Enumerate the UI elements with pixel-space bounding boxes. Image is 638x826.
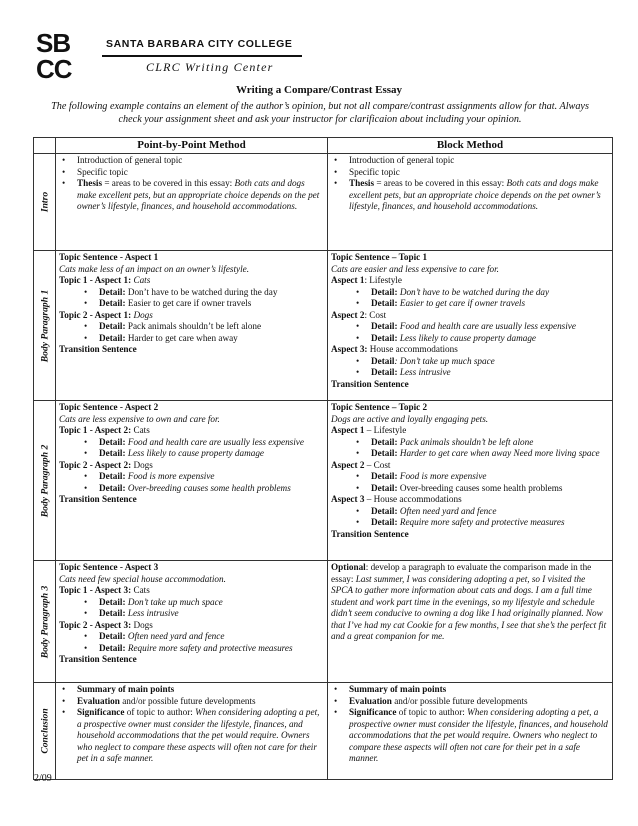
topic-sentence: Topic Sentence – Topic 1: [331, 252, 428, 262]
list-item: • Summary of main points: [331, 684, 609, 696]
detail-item: • Detail: Often need yard and fence: [59, 631, 324, 643]
column-point-by-point: Point-by-Point Method: [56, 138, 328, 154]
row-body-1: [34, 251, 613, 401]
list-item: • Significance of topic to author: When considering adopting a pet, a prospective owner must consider the lifestyle, finances, and household accommodations that the pet would require. Owners who neglect to compare these aspects will often not care for their pet in a safe manner.: [59, 707, 324, 765]
body1-block-cell: [328, 251, 613, 401]
list-item: • Introduction of general topic: [59, 155, 324, 167]
optional-paragraph: Optional: develop a paragraph to evaluate the comparison made in the essay: Last summer, I was considering adopting a pet, so I visited the SPCA to gather more information about cats and dogs. I am a full time student and work part time in the evenings, so my lifestyle and schedule didn’t seem conducive to owning a dog like I had originally planned. Now that I’ve had my cat Cookie for a few months, I see that she’s the perfect fit and a great companion for me.: [331, 562, 607, 641]
detail-item: • Detail: Food and health care are usually less expensive: [331, 321, 609, 333]
topic-line: Topic 1 - Aspect 3: Cats: [59, 585, 150, 595]
detail-item: • Detail: Require more safety and protective measures: [59, 643, 324, 655]
detail-item: • Detail: Don’t take up much space: [59, 597, 324, 609]
transition-sentence: Transition Sentence: [59, 344, 137, 354]
document-title: Writing a Compare/Contrast Essay: [235, 84, 403, 96]
row-label: Body Paragraph 1: [34, 251, 56, 401]
transition-sentence: Transition Sentence: [59, 654, 137, 664]
detail-item: • Detail: Don’t take up much space: [331, 356, 609, 368]
transition-sentence: Transition Sentence: [59, 494, 137, 504]
body2-block-cell: [328, 401, 613, 561]
detail-item: • Detail: Food and health care are usually less expensive: [59, 437, 324, 449]
body3-block-cell: [328, 561, 613, 683]
row-label: Body Paragraph 3: [34, 561, 56, 683]
detail-item: • Detail: Pack animals shouldn’t be left alone: [59, 321, 324, 333]
topic-sentence-text: Cats are easier and less expensive to care for.: [331, 263, 499, 274]
college-name: SANTA BARBARA CITY COLLEGE: [106, 38, 293, 50]
row-body-2: [34, 401, 613, 561]
list-item: • Thesis = areas to be covered in this essay: Both cats and dogs make excellent pets, but an appropriate choice depends on the pet owner’s lifestyle, finances, and household accommodations.: [59, 178, 324, 213]
writing-center-name: CLRC Writing Center: [146, 60, 274, 74]
corner-cell: [34, 138, 56, 154]
topic-line: Topic 2 - Aspect 2: Dogs: [59, 459, 153, 470]
detail-item: • Detail: Don’t have to be watched during the day: [59, 287, 324, 299]
intro-note: The following example contains an element of the author’s opinion, but not all compare/contrast assignments allow for that. Always check your assignment sheet and ask your instructor for clarificaion about including your opinion.: [51, 101, 589, 125]
topic-sentence-text: Cats need few special house accommodation.: [59, 573, 226, 584]
transition-sentence: Transition Sentence: [331, 528, 409, 539]
topic-line: Topic 2 - Aspect 1: Dogs: [59, 309, 153, 320]
aspect-line: Aspect 2 – Cost: [331, 459, 391, 470]
svg-text:SB: SB: [36, 30, 71, 58]
list-item: • Significance of topic to author: When considering adopting a pet, a prospective owner must consider the lifestyle, finances, and household accommodations that the pet would require. Owners who neglect to compare these aspects will often not care for their pet in a safe manner.: [331, 707, 609, 765]
page-header: [36, 30, 616, 82]
row-label: Body Paragraph 2: [34, 401, 56, 561]
detail-item: • Detail: Easier to get care if owner travels: [331, 298, 609, 310]
detail-item: • Detail: Less intrusive: [331, 367, 609, 379]
detail-item: • Detail: Less likely to cause property damage: [331, 333, 609, 345]
topic-sentence-text: Cats are less expensive to own and care for.: [59, 413, 220, 424]
detail-item: • Detail: Often need yard and fence: [331, 506, 609, 518]
body3-point-cell: [56, 561, 328, 683]
row-intro: [34, 154, 613, 251]
detail-item: • Detail: Pack animals shouldn’t be left alone: [331, 437, 609, 449]
body1-point-cell: [56, 251, 328, 401]
detail-item: • Detail: Less intrusive: [59, 608, 324, 620]
aspect-line: Aspect 2: Cost: [331, 309, 387, 320]
list-item: • Evaluation and/or possible future developments: [331, 696, 609, 708]
topic-sentence: Topic Sentence - Aspect 3: [59, 562, 159, 572]
column-block: Block Method: [328, 138, 613, 154]
row-conclusion: [34, 683, 613, 780]
list-item: • Specific topic: [331, 167, 609, 179]
aspect-line: Aspect 1 – Lifestyle: [331, 425, 407, 435]
topic-sentence: Topic Sentence - Aspect 2: [59, 402, 159, 412]
row-label: Conclusion: [34, 683, 56, 780]
detail-item: • Detail: Harder to get care when away: [59, 333, 324, 345]
transition-sentence: Transition Sentence: [331, 378, 409, 389]
list-item: • Specific topic: [59, 167, 324, 179]
conclusion-block-cell: [328, 683, 613, 780]
list-item: • Summary of main points: [59, 684, 324, 696]
intro-block-cell: [328, 154, 613, 251]
row-label: Intro: [34, 154, 56, 251]
aspect-line: Aspect 3: House accommodations: [331, 344, 458, 354]
row-body-3: [34, 561, 613, 683]
list-item: • Thesis = areas to be covered in this essay: Both cats and dogs make excellent pets, but an appropriate choice depends on the pet owner’s lifestyle, finances, and household accommodations.: [331, 178, 609, 213]
footer-date: 2/09: [34, 773, 52, 784]
body2-point-cell: [56, 401, 328, 561]
sbcc-logo: [36, 30, 94, 80]
conclusion-point-cell: [56, 683, 328, 780]
detail-item: • Detail: Food is more expensive: [59, 471, 324, 483]
detail-item: • Detail: Easier to get care if owner travels: [59, 298, 324, 310]
topic-sentence-text: Cats make less of an impact on an owner’s lifestyle.: [59, 263, 250, 274]
detail-item: • Detail: Over-breeding causes some health problems: [331, 483, 609, 495]
topic-sentence-text: Dogs are active and loyally engaging pets.: [331, 413, 489, 424]
aspect-line: Aspect 3 – House accommodations: [331, 494, 462, 504]
list-item: • Evaluation and/or possible future developments: [59, 696, 324, 708]
detail-item: • Detail: Require more safety and protective measures: [331, 517, 609, 529]
detail-item: • Detail: Harder to get care when away Need more living space: [331, 448, 609, 460]
topic-line: Topic 2 - Aspect 3: Dogs: [59, 619, 153, 630]
aspect-line: Aspect 1: Lifestyle: [331, 275, 402, 285]
detail-item: • Detail: Food is more expensive: [331, 471, 609, 483]
detail-item: • Detail: Over-breeding causes some health problems: [59, 483, 324, 495]
topic-line: Topic 1 - Aspect 1: Cats: [59, 275, 151, 285]
list-item: • Introduction of general topic: [331, 155, 609, 167]
topic-sentence: Topic Sentence – Topic 2: [331, 402, 428, 412]
topic-sentence: Topic Sentence - Aspect 1: [59, 252, 159, 262]
header-rule: [102, 55, 302, 57]
comparison-table: [33, 137, 613, 780]
topic-line: Topic 1 - Aspect 2: Cats: [59, 425, 150, 435]
detail-item: • Detail: Less likely to cause property damage: [59, 448, 324, 460]
svg-text:CC: CC: [36, 54, 72, 80]
detail-item: • Detail: Don’t have to be watched during the day: [331, 287, 609, 299]
intro-point-cell: [56, 154, 328, 251]
